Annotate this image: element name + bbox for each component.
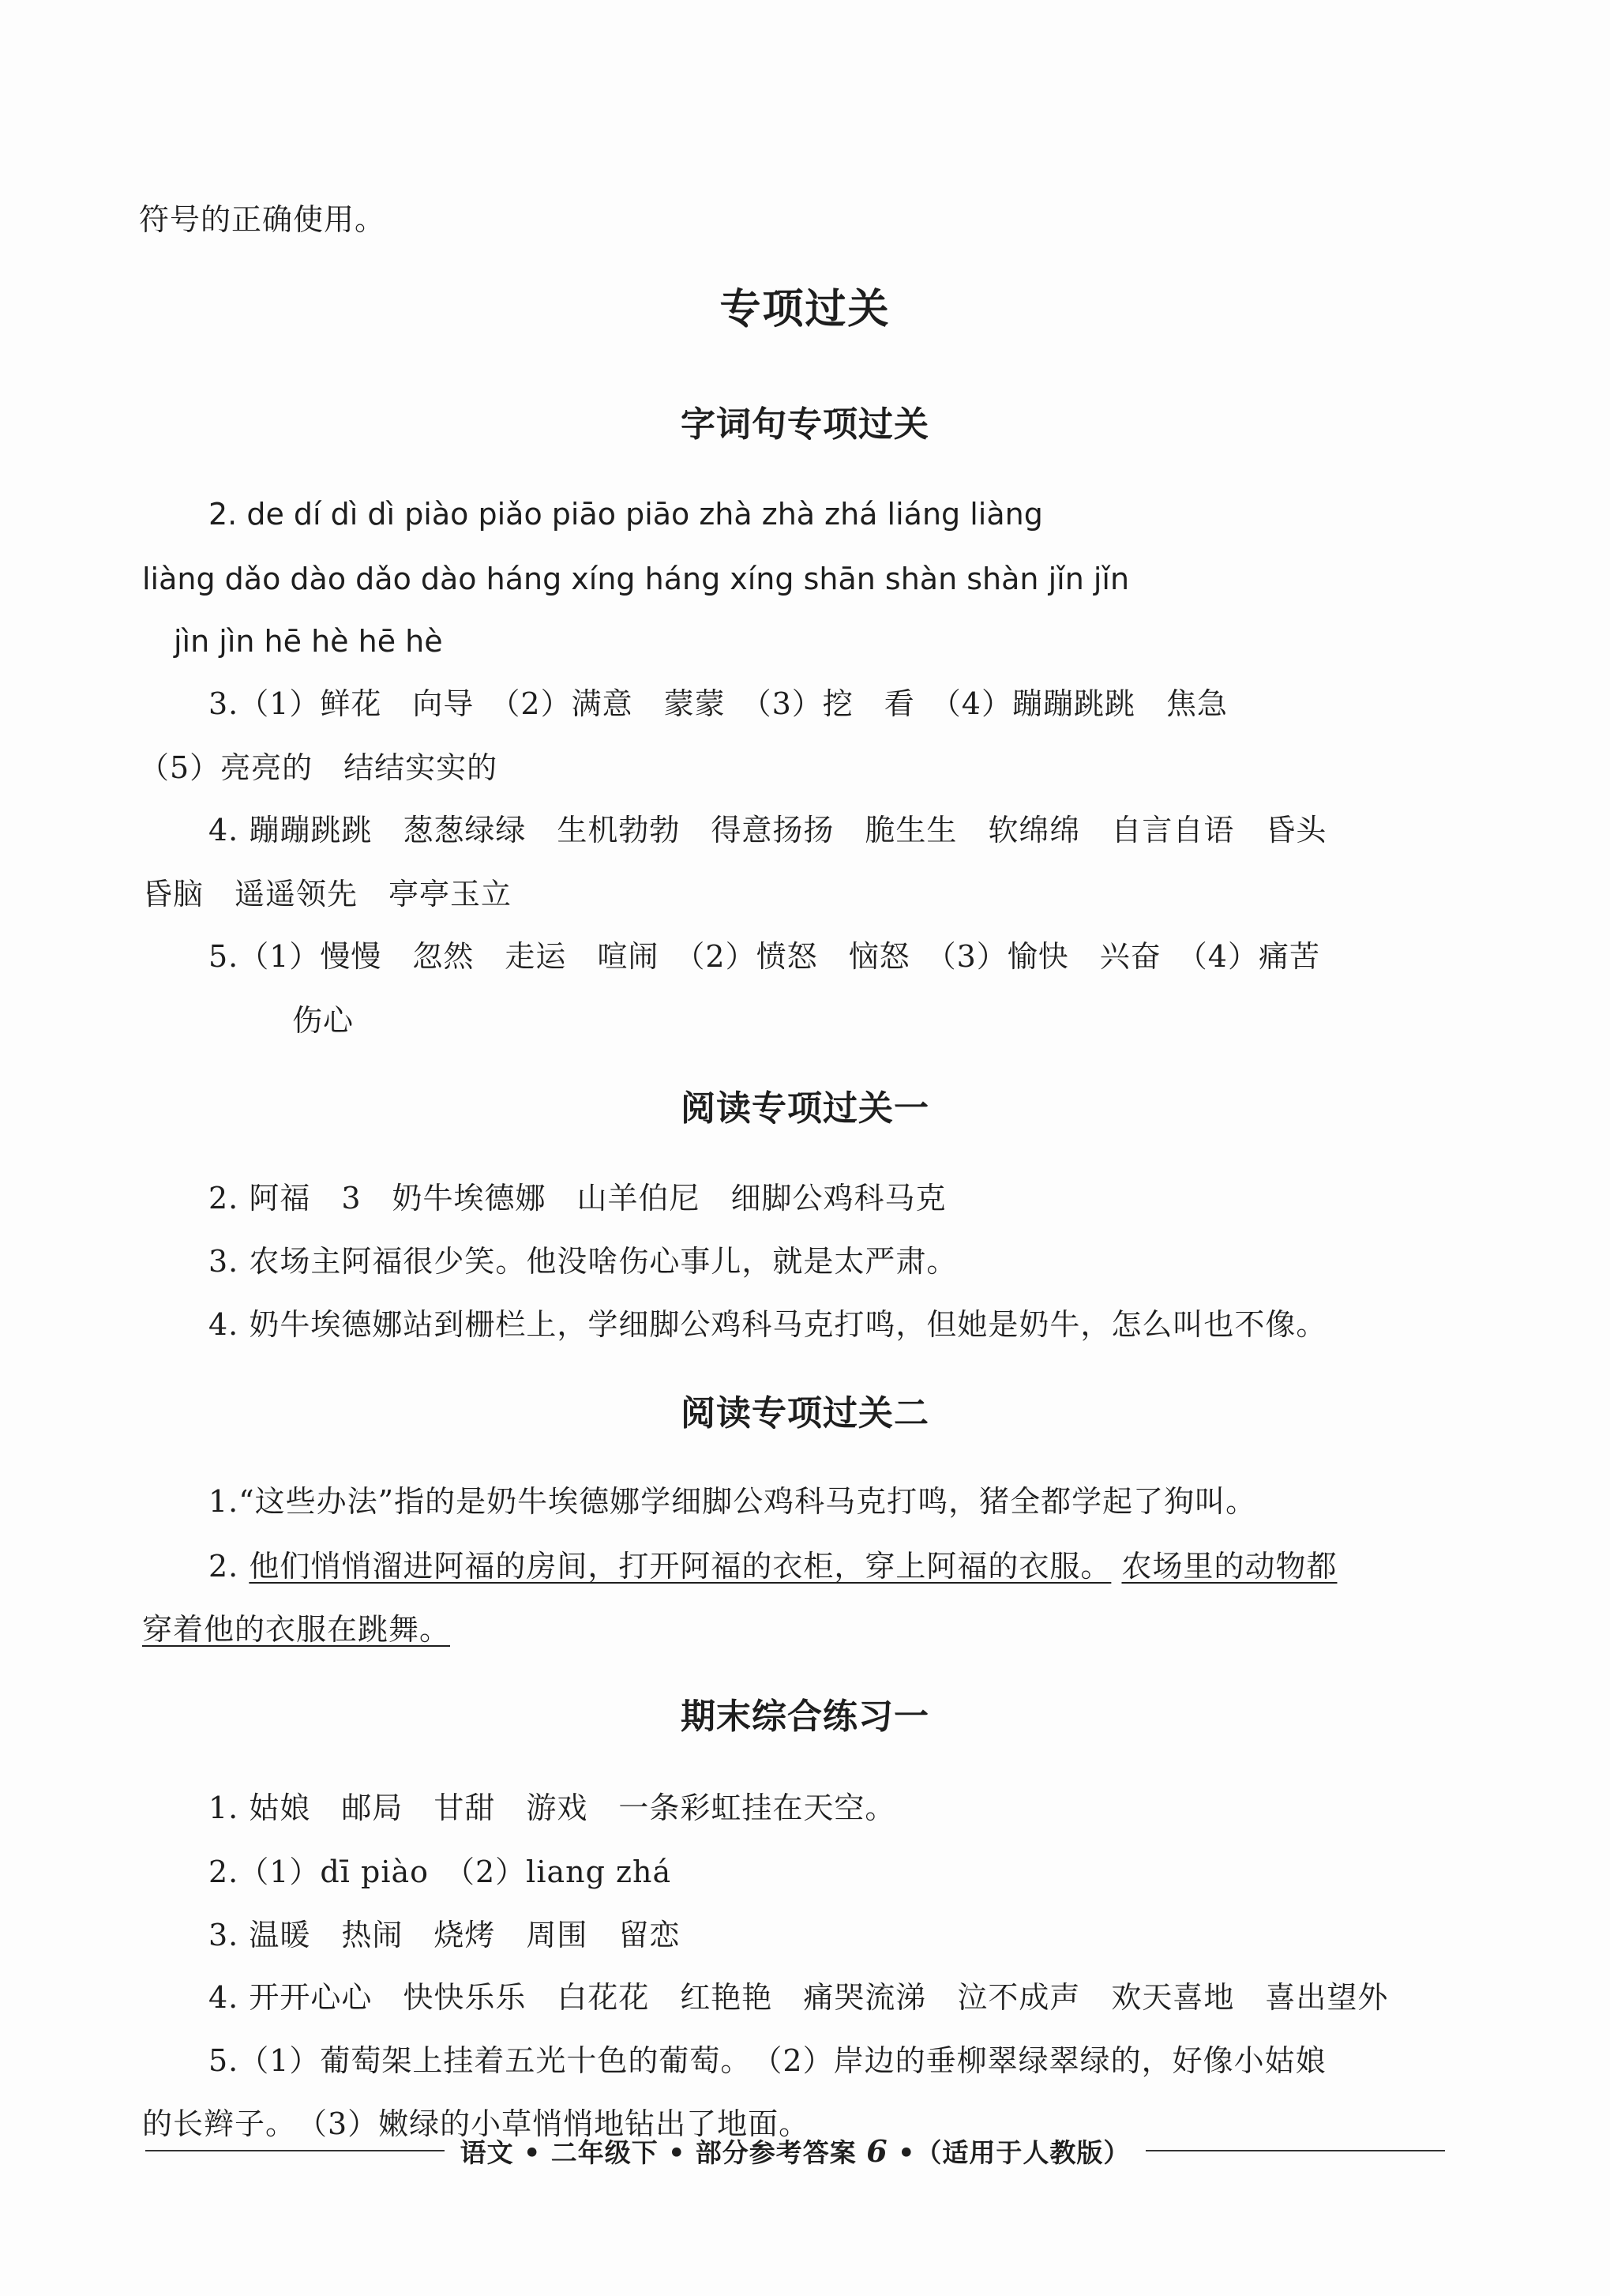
footer-rule-right: [1146, 2150, 1445, 2151]
answer-line: 3.（1）鲜花 向导 （2）满意 蒙蒙 （3）挖 看 （4）蹦蹦跳跳 焦急: [208, 686, 1228, 721]
underlined-sentence: 穿着他的衣服在跳舞。: [142, 1612, 451, 1647]
page-footer: [145, 2131, 1445, 2170]
section-heading-words: 字词句专项过关: [681, 404, 929, 445]
answer-line: 的长辫子。 （3）嫩绿的小草悄悄地钻出了地面。: [142, 2106, 810, 2141]
footer-edition: •（适用于人教版）: [898, 2136, 1131, 2168]
answer-line: [208, 1546, 1337, 1586]
answer-line: jìn jìn hē hè hē hè: [174, 624, 443, 659]
answer-line: 3. 温暖 热闹 烧烤 周围 留恋: [208, 1918, 681, 1952]
answer-line: 昏脑 遥遥领先 亭亭玉立: [142, 877, 512, 911]
footer-text: [460, 2133, 1131, 2170]
answer-line: 4. 开开心心 快快乐乐 白花花 红艳艳 痛哭流涕 泣不成声 欢天喜地 喜出望外: [208, 1980, 1389, 2015]
answer-line: 伤心: [292, 1003, 355, 1038]
section-heading-reading-1: 阅读专项过关一: [681, 1088, 929, 1129]
section-heading-final-1: 期末综合练习一: [681, 1697, 929, 1737]
answer-line: 3. 农场主阿福很少笑。他没啥伤心事儿，就是太严肃。: [208, 1244, 958, 1279]
section-heading-reading-2: 阅读专项过关二: [681, 1393, 929, 1434]
footer-subject: 语文 • 二年级下 • 部分参考答案: [460, 2136, 857, 2168]
answer-line: liàng dǎo dào dǎo dào háng xíng háng xíng shān shàn shàn jǐn jǐn: [142, 562, 1130, 596]
page-number: 6: [866, 2133, 888, 2169]
answer-line: 2. de dí dì dì piào piǎo piāo piāo zhà zhà zhá liáng liàng: [208, 497, 1043, 532]
answer-line: 2. 阿福 3 奶牛埃德娜 山羊伯尼 细脚公鸡科马克: [208, 1181, 947, 1216]
footer-rule-left: [145, 2150, 445, 2151]
answer-line: 1.“这些办法”指的是奶牛埃德娜学细脚公鸡科马克打鸣，猪全都学起了狗叫。: [208, 1484, 1257, 1519]
answer-line: 5.（1）葡萄架上挂着五光十色的葡萄。 （2）岸边的垂柳翠绿翠绿的，好像小姑娘: [208, 2043, 1327, 2078]
page-title: 专项过关: [719, 285, 891, 333]
answer-line: 4. 奶牛埃德娜站到栅栏上，学细脚公鸡科马克打鸣，但她是奶牛，怎么叫也不像。: [208, 1307, 1327, 1342]
answer-line: 5.（1）慢慢 忽然 走运 喧闹 （2）愤怒 恼怒 （3）愉快 兴奋 （4）痛苦: [208, 939, 1320, 974]
intro-line: 符号的正确使用。: [139, 202, 386, 237]
item-number: 2.: [208, 1549, 239, 1584]
answer-line: （5）亮亮的 结结实实的: [139, 750, 498, 785]
underlined-sentence: 他们悄悄溜进阿福的房间，打开阿福的衣柜，穿上阿福的衣服。: [249, 1549, 1112, 1584]
answer-line: 2.（1）dī piào （2）liang zhá: [208, 1854, 672, 1889]
answer-line: [142, 1610, 450, 1649]
underlined-sentence: 农场里的动物都: [1121, 1549, 1338, 1584]
answer-line: 4. 蹦蹦跳跳 葱葱绿绿 生机勃勃 得意扬扬 脆生生 软绵绵 自言自语 昏头: [208, 813, 1327, 847]
answer-line: 1. 姑娘 邮局 甘甜 游戏 一条彩虹挂在天空。: [208, 1791, 896, 1825]
